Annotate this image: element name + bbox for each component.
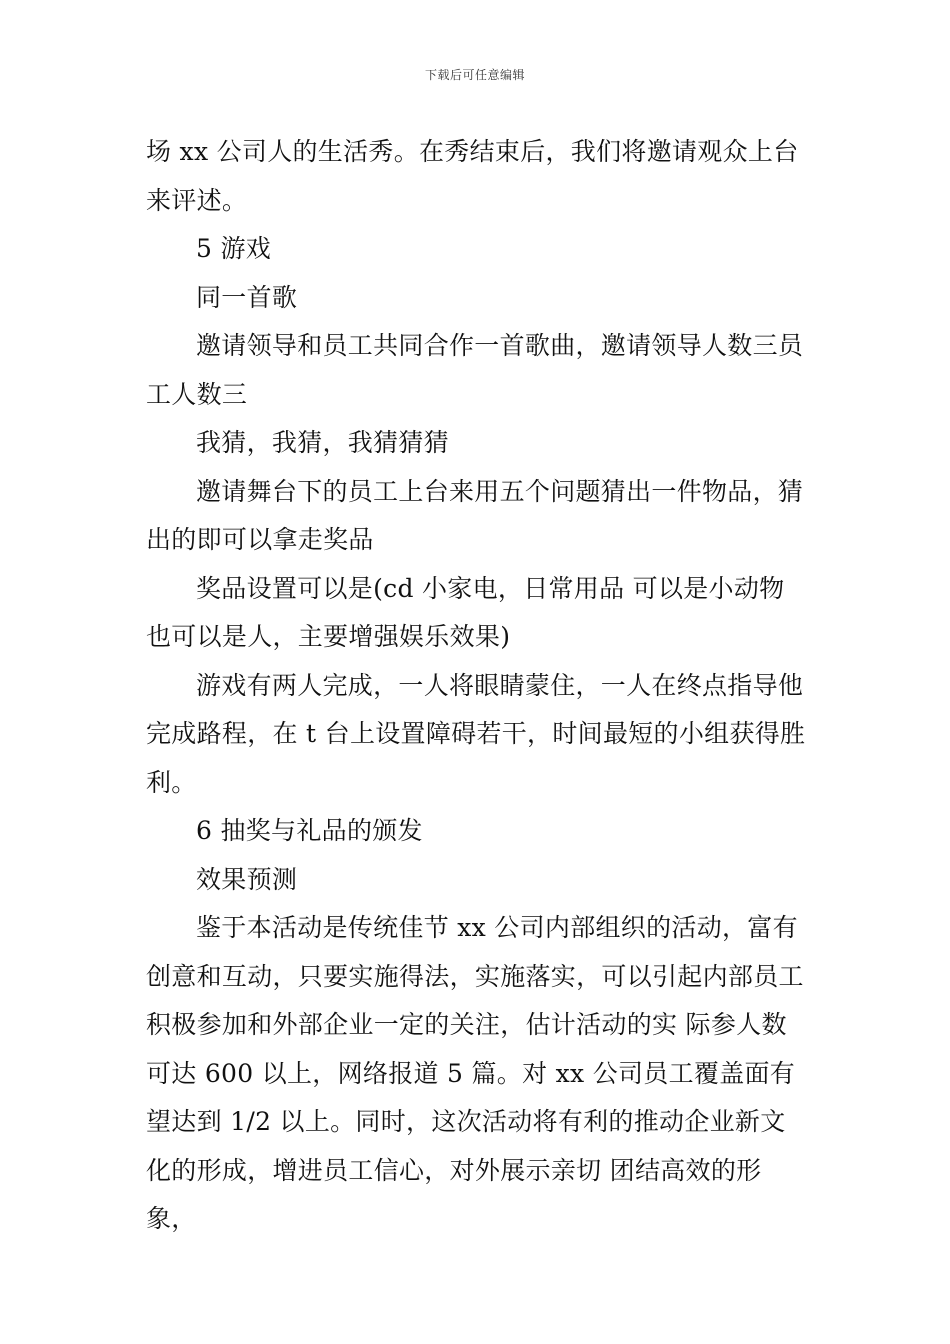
subheading-same-song: 同一首歌 (196, 282, 298, 312)
paragraph-prizes: 奖品设置可以是(cd 小家电，日常用品 可以是小动物也可以是人，主要增强娱乐效果) (146, 573, 785, 651)
paragraph-blindfold-game: 游戏有两人完成，一人将眼睛蒙住，一人在终点指导他完成路程，在 t 台上设置障碍若干，时间最短的小组获得胜利。 (146, 670, 806, 797)
paragraph-guess-game: 邀请舞台下的员工上台来用五个问题猜出一件物品，猜出的即可以拿走奖品 (146, 476, 804, 554)
section-heading-lottery: 6 抽奖与礼品的颁发 (196, 816, 423, 845)
document-body (146, 128, 808, 1244)
paragraph-effect-forecast: 鉴于本活动是传统佳节 xx 公司内部组织的活动，富有创意和互动，只要实施得法，实施落实，可以引起内部员工积极参加和外部企业一定的关注，估计活动的实 际参人数可达 600 以上，网络报道 5 篇。对 xx 公司员工覆盖面有望达到 1/2 以上。同时，这次活动将有利的推动企业新文化的形成，增进员工信心，对外展示亲切 团结高效的形象， (146, 913, 804, 1233)
section-heading-games: 5 游戏 (196, 234, 272, 263)
paragraph-same-song: 邀请领导和员工共同合作一首歌曲，邀请领导人数三员工人数三 (146, 331, 804, 409)
page-header: 下载后可任意编辑 (424, 68, 525, 82)
subheading-effect-forecast: 效果预测 (196, 864, 298, 894)
subheading-guess-game: 我猜，我猜，我猜猜猜 (196, 428, 450, 457)
paragraph-1: 场 xx 公司人的生活秀。在秀结束后，我们将邀请观众上台来评述。 (146, 137, 799, 215)
